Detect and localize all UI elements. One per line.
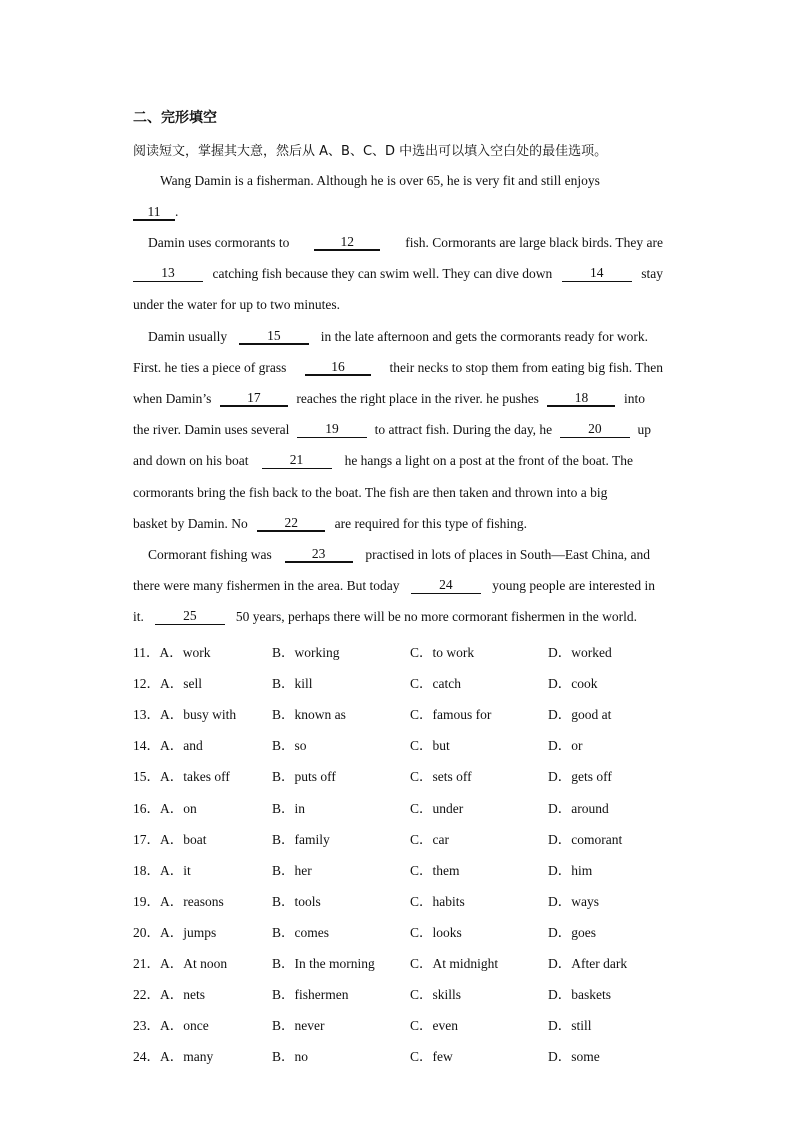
question-15-option-b[interactable]: B．puts off xyxy=(272,769,336,784)
blank-18[interactable]: 18 xyxy=(547,391,615,407)
passage-text: it. xyxy=(133,609,144,624)
passage-line-12 xyxy=(133,516,527,532)
passage-line-11 xyxy=(133,485,663,501)
question-11-option-d[interactable]: D．worked xyxy=(548,645,612,660)
question-19-option-c[interactable]: C．habits xyxy=(410,894,465,909)
blank-20[interactable]: 20 xyxy=(560,422,630,438)
question-20-option-a[interactable]: A．jumps xyxy=(160,925,217,940)
passage-text: into xyxy=(623,391,645,406)
section-title: 二、完形填空 xyxy=(133,110,217,126)
question-16-option-a[interactable]: A．on xyxy=(160,801,197,816)
question-23-option-b[interactable]: B．never xyxy=(272,1018,325,1033)
passage-line-4 xyxy=(133,266,663,282)
question-number: 21． xyxy=(133,956,160,971)
question-14-option-d[interactable]: D．or xyxy=(548,738,583,753)
question-row xyxy=(133,703,673,723)
question-number: 19． xyxy=(133,894,160,909)
blank-19[interactable]: 19 xyxy=(297,422,367,438)
passage-text: Wang Damin is a fisherman. Although he is over 65, he is very fit and still enjoys xyxy=(160,173,600,188)
question-23-option-c[interactable]: C．even xyxy=(410,1018,458,1033)
question-row xyxy=(133,641,673,661)
question-row xyxy=(133,921,673,941)
question-14-option-b[interactable]: B．so xyxy=(272,738,307,753)
blank-16[interactable]: 16 xyxy=(305,360,371,376)
question-row xyxy=(133,859,673,879)
question-17-option-c[interactable]: C．car xyxy=(410,832,449,847)
question-17-option-b[interactable]: B．family xyxy=(272,832,330,847)
question-19-item xyxy=(133,890,224,910)
passage-text: First. he ties a piece of grass xyxy=(133,360,287,375)
passage-line-5 xyxy=(133,297,663,313)
question-15-option-d[interactable]: D．gets off xyxy=(548,769,612,784)
question-18-option-d[interactable]: D．him xyxy=(548,863,593,878)
passage-line-13 xyxy=(148,547,650,563)
question-12-item xyxy=(133,672,202,692)
question-18-option-c[interactable]: C．them xyxy=(410,863,460,878)
question-row xyxy=(133,952,673,972)
question-17-option-a[interactable]: A．boat xyxy=(160,832,207,847)
passage-text: practised in lots of places in South—East China, and xyxy=(365,547,650,562)
blank-11[interactable]: 11 xyxy=(133,205,175,221)
question-row xyxy=(133,1045,673,1065)
question-row xyxy=(133,797,673,817)
question-15-option-a[interactable]: A．takes off xyxy=(160,769,230,784)
passage-text: young people are interested in xyxy=(492,578,655,593)
question-24-option-d[interactable]: D．some xyxy=(548,1049,600,1064)
question-14-option-c[interactable]: C．but xyxy=(410,738,450,753)
passage-text: are required for this type of fishing. xyxy=(334,516,527,531)
question-number: 15． xyxy=(133,769,160,784)
question-22-item xyxy=(133,983,205,1003)
question-number: 17． xyxy=(133,832,160,847)
passage-text: Cormorant fishing was xyxy=(148,547,272,562)
question-16-option-b[interactable]: B．in xyxy=(272,801,306,816)
question-13-item xyxy=(133,703,236,723)
question-number: 16． xyxy=(133,801,160,816)
question-14-item xyxy=(133,734,203,754)
question-23-option-a[interactable]: A．once xyxy=(160,1018,209,1033)
passage-text: stay xyxy=(641,266,663,281)
passage-text: up xyxy=(637,422,651,437)
question-row xyxy=(133,828,673,848)
question-14-option-a[interactable]: A．and xyxy=(160,738,203,753)
passage-text: in the late afternoon and gets the cormorants ready for work. xyxy=(320,329,648,344)
question-row xyxy=(133,734,673,754)
question-12-option-b[interactable]: B．kill xyxy=(272,676,313,691)
question-number: 11． xyxy=(133,645,160,660)
question-number: 13． xyxy=(133,707,160,722)
question-11-option-b[interactable]: B．working xyxy=(272,645,340,660)
passage-line-3 xyxy=(148,235,663,251)
question-21-option-a[interactable]: A．At noon xyxy=(160,956,228,971)
question-24-item xyxy=(133,1045,213,1065)
passage-text: reaches the right place in the river. he pushes xyxy=(296,391,539,406)
question-19-option-d[interactable]: D．ways xyxy=(548,894,599,909)
question-number: 22． xyxy=(133,987,160,1002)
question-23-item xyxy=(133,1014,209,1034)
question-15-item xyxy=(133,765,230,785)
question-20-item xyxy=(133,921,216,941)
passage-text: catching fish because they can swim well. They can dive down xyxy=(212,266,553,281)
passage-line-7 xyxy=(133,360,663,376)
passage-line-10 xyxy=(133,453,633,469)
question-20-option-c[interactable]: C．looks xyxy=(410,925,462,940)
question-12-option-c[interactable]: C．catch xyxy=(410,676,461,691)
question-24-option-a[interactable]: A．many xyxy=(160,1049,214,1064)
question-16-item xyxy=(133,797,197,817)
question-23-option-d[interactable]: D．still xyxy=(548,1018,592,1033)
blank-14[interactable]: 14 xyxy=(562,266,632,282)
blank-21[interactable]: 21 xyxy=(262,453,332,469)
question-15-option-c[interactable]: C．sets off xyxy=(410,769,472,784)
question-18-option-b[interactable]: B．her xyxy=(272,863,312,878)
question-22-option-a[interactable]: A．nets xyxy=(160,987,205,1002)
question-row xyxy=(133,765,673,785)
blank-13[interactable]: 13 xyxy=(133,266,203,282)
passage-text: basket by Damin. No xyxy=(133,516,248,531)
passage-line-9 xyxy=(133,422,651,438)
question-11-option-a[interactable]: A．work xyxy=(159,645,211,660)
question-19-option-b[interactable]: B．tools xyxy=(272,894,321,909)
question-row xyxy=(133,983,673,1003)
question-number: 24． xyxy=(133,1049,160,1064)
question-21-option-c[interactable]: C．At midnight xyxy=(410,956,499,971)
question-number: 18． xyxy=(133,863,160,878)
blank-24[interactable]: 24 xyxy=(411,578,481,594)
passage-line-1 xyxy=(160,173,660,189)
passage-line-8 xyxy=(133,391,645,407)
question-20-option-b[interactable]: B．comes xyxy=(272,925,329,940)
question-22-option-d[interactable]: D．baskets xyxy=(548,987,611,1002)
passage-text: the river. Damin uses several xyxy=(133,422,290,437)
passage-text: to attract fish. During the day, he xyxy=(374,422,553,437)
question-12-option-d[interactable]: D．cook xyxy=(548,676,598,691)
question-21-item xyxy=(133,952,227,972)
passage-text: he hangs a light on a post at the front of the boat. The xyxy=(344,453,633,468)
blank-12[interactable]: 12 xyxy=(314,235,380,251)
passage-text: there were many fishermen in the area. But today xyxy=(133,578,400,593)
question-13-option-b[interactable]: B．known as xyxy=(272,707,346,722)
instruction-text: 阅读短文，掌握其大意，然后从 A、B、C、D 中选出可以填入空白处的最佳选项。 xyxy=(133,144,608,159)
question-11-option-c[interactable]: C．to work xyxy=(410,645,475,660)
question-row xyxy=(133,672,673,692)
blank-22[interactable]: 22 xyxy=(257,516,325,532)
question-21-option-d[interactable]: D．After dark xyxy=(548,956,628,971)
passage-text: under the water for up to two minutes. xyxy=(133,297,340,312)
passage-text: 50 years, perhaps there will be no more cormorant fishermen in the world. xyxy=(235,609,637,624)
question-13-option-c[interactable]: C．famous for xyxy=(410,707,492,722)
blank-25[interactable]: 25 xyxy=(155,609,225,625)
passage-line-2: 11 . xyxy=(133,204,663,221)
passage-line-14 xyxy=(133,578,655,594)
passage-text: cormorants bring the fish back to the boat. The fish are then taken and thrown into a big xyxy=(133,485,608,500)
passage-line-6 xyxy=(148,329,648,345)
passage-line-15 xyxy=(133,609,637,625)
question-19-option-a[interactable]: A．reasons xyxy=(160,894,224,909)
question-17-option-d[interactable]: D．comorant xyxy=(548,832,623,847)
question-number: 12． xyxy=(133,676,160,691)
passage-text: their necks to stop them from eating big fish. Then xyxy=(389,360,663,375)
question-number: 14． xyxy=(133,738,160,753)
question-row xyxy=(133,890,673,910)
question-21-option-b[interactable]: B．In the morning xyxy=(272,956,375,971)
question-13-option-a[interactable]: A．busy with xyxy=(160,707,237,722)
question-number: 23． xyxy=(133,1018,160,1033)
question-13-option-d[interactable]: D．good at xyxy=(548,707,612,722)
question-24-option-c[interactable]: C．few xyxy=(410,1049,453,1064)
question-22-option-c[interactable]: C．skills xyxy=(410,987,462,1002)
question-16-option-d[interactable]: D．around xyxy=(548,801,609,816)
question-17-item xyxy=(133,828,207,848)
question-row xyxy=(133,1014,673,1034)
question-22-option-b[interactable]: B．fishermen xyxy=(272,987,349,1002)
blank-17[interactable]: 17 xyxy=(220,391,288,407)
passage-text: fish. Cormorants are large black birds. They are xyxy=(405,235,663,250)
question-20-option-d[interactable]: D．goes xyxy=(548,925,596,940)
passage-text: when Damin’s xyxy=(133,391,212,406)
blank-15[interactable]: 15 xyxy=(239,329,309,345)
passage-text: and down on his boat xyxy=(133,453,249,468)
question-18-item xyxy=(133,859,191,879)
passage-text: Damin uses cormorants to xyxy=(148,235,290,250)
question-number: 20． xyxy=(133,925,160,940)
passage-text: Damin usually xyxy=(148,329,228,344)
question-12-option-a[interactable]: A．sell xyxy=(160,676,202,691)
blank-23[interactable]: 23 xyxy=(285,547,353,563)
question-24-option-b[interactable]: B．no xyxy=(272,1049,309,1064)
question-11-item xyxy=(133,641,211,661)
question-16-option-c[interactable]: C．under xyxy=(410,801,464,816)
question-18-option-a[interactable]: A．it xyxy=(160,863,191,878)
